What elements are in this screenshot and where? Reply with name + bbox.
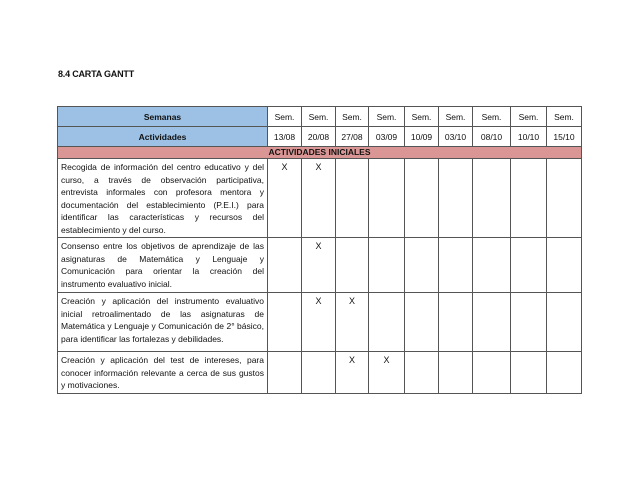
schedule-mark <box>439 293 473 352</box>
weeks-header: Semanas <box>58 107 268 127</box>
table-row <box>58 159 582 238</box>
schedule-mark <box>268 352 302 394</box>
week-label: Sem. <box>511 107 547 127</box>
schedule-mark <box>547 159 582 238</box>
week-date: 10/10 <box>511 127 547 147</box>
section-heading: ACTIVIDADES INICIALES <box>58 147 582 159</box>
page-title: 8.4 CARTA GANTT <box>58 69 135 79</box>
week-date: 03/09 <box>369 127 405 147</box>
schedule-mark <box>302 352 336 394</box>
schedule-mark <box>369 238 405 293</box>
schedule-mark <box>336 238 369 293</box>
schedule-mark <box>268 293 302 352</box>
week-label: Sem. <box>369 107 405 127</box>
table-row <box>58 352 582 394</box>
week-label: Sem. <box>302 107 336 127</box>
schedule-mark <box>511 352 547 394</box>
activity-text: Creación y aplicación del test de intereses, para conocer información relevante a cerca de sus gustos y motivaciones. <box>58 352 268 394</box>
activities-header: Actividades <box>58 127 268 147</box>
schedule-mark: X <box>369 352 405 394</box>
schedule-mark <box>511 159 547 238</box>
schedule-mark <box>547 238 582 293</box>
schedule-mark <box>336 159 369 238</box>
schedule-mark <box>268 238 302 293</box>
schedule-mark <box>405 293 439 352</box>
activity-text: Consenso entre los objetivos de aprendizaje de las asignaturas de Matemática y Lenguaje y Comunicación para orientar la creación del instrumento evaluativo inicial. <box>58 238 268 293</box>
week-label: Sem. <box>473 107 511 127</box>
schedule-mark <box>473 238 511 293</box>
schedule-mark: X <box>302 238 336 293</box>
schedule-mark: X <box>302 293 336 352</box>
schedule-mark <box>405 238 439 293</box>
schedule-mark: X <box>268 159 302 238</box>
schedule-mark <box>439 238 473 293</box>
schedule-mark <box>473 159 511 238</box>
week-label: Sem. <box>547 107 582 127</box>
schedule-mark <box>511 238 547 293</box>
table-row <box>58 293 582 352</box>
schedule-mark <box>547 293 582 352</box>
schedule-mark: X <box>336 293 369 352</box>
week-label: Sem. <box>336 107 369 127</box>
schedule-mark <box>405 352 439 394</box>
week-date: 27/08 <box>336 127 369 147</box>
week-date: 20/08 <box>302 127 336 147</box>
week-date: 10/09 <box>405 127 439 147</box>
schedule-mark <box>439 352 473 394</box>
schedule-mark <box>511 293 547 352</box>
table-row <box>58 238 582 293</box>
week-date: 13/08 <box>268 127 302 147</box>
week-label: Sem. <box>439 107 473 127</box>
week-label: Sem. <box>268 107 302 127</box>
schedule-mark <box>439 159 473 238</box>
activity-text: Creación y aplicación del instrumento evaluativo inicial retroalimentado de las asignaturas de Matemática y Lenguaje y Comunicación de 2° básico, para identificar las fortalezas y debilidades. <box>58 293 268 352</box>
week-date: 15/10 <box>547 127 582 147</box>
schedule-mark: X <box>336 352 369 394</box>
schedule-mark <box>369 293 405 352</box>
week-date: 08/10 <box>473 127 511 147</box>
section-row <box>58 147 582 159</box>
header-row-weeks <box>58 107 582 127</box>
schedule-mark: X <box>302 159 336 238</box>
week-date: 03/10 <box>439 127 473 147</box>
activity-text: Recogida de información del centro educativo y del curso, a través de observación participativa, entrevista informales con profesora mentora y documentación del establecimiento (P.E.I.) para identificar las características y recursos del establecimiento y del curso. <box>58 159 268 238</box>
schedule-mark <box>473 352 511 394</box>
schedule-mark <box>369 159 405 238</box>
week-label: Sem. <box>405 107 439 127</box>
schedule-mark <box>405 159 439 238</box>
header-row-activities <box>58 127 582 147</box>
schedule-mark <box>547 352 582 394</box>
schedule-mark <box>473 293 511 352</box>
gantt-table <box>57 106 582 394</box>
